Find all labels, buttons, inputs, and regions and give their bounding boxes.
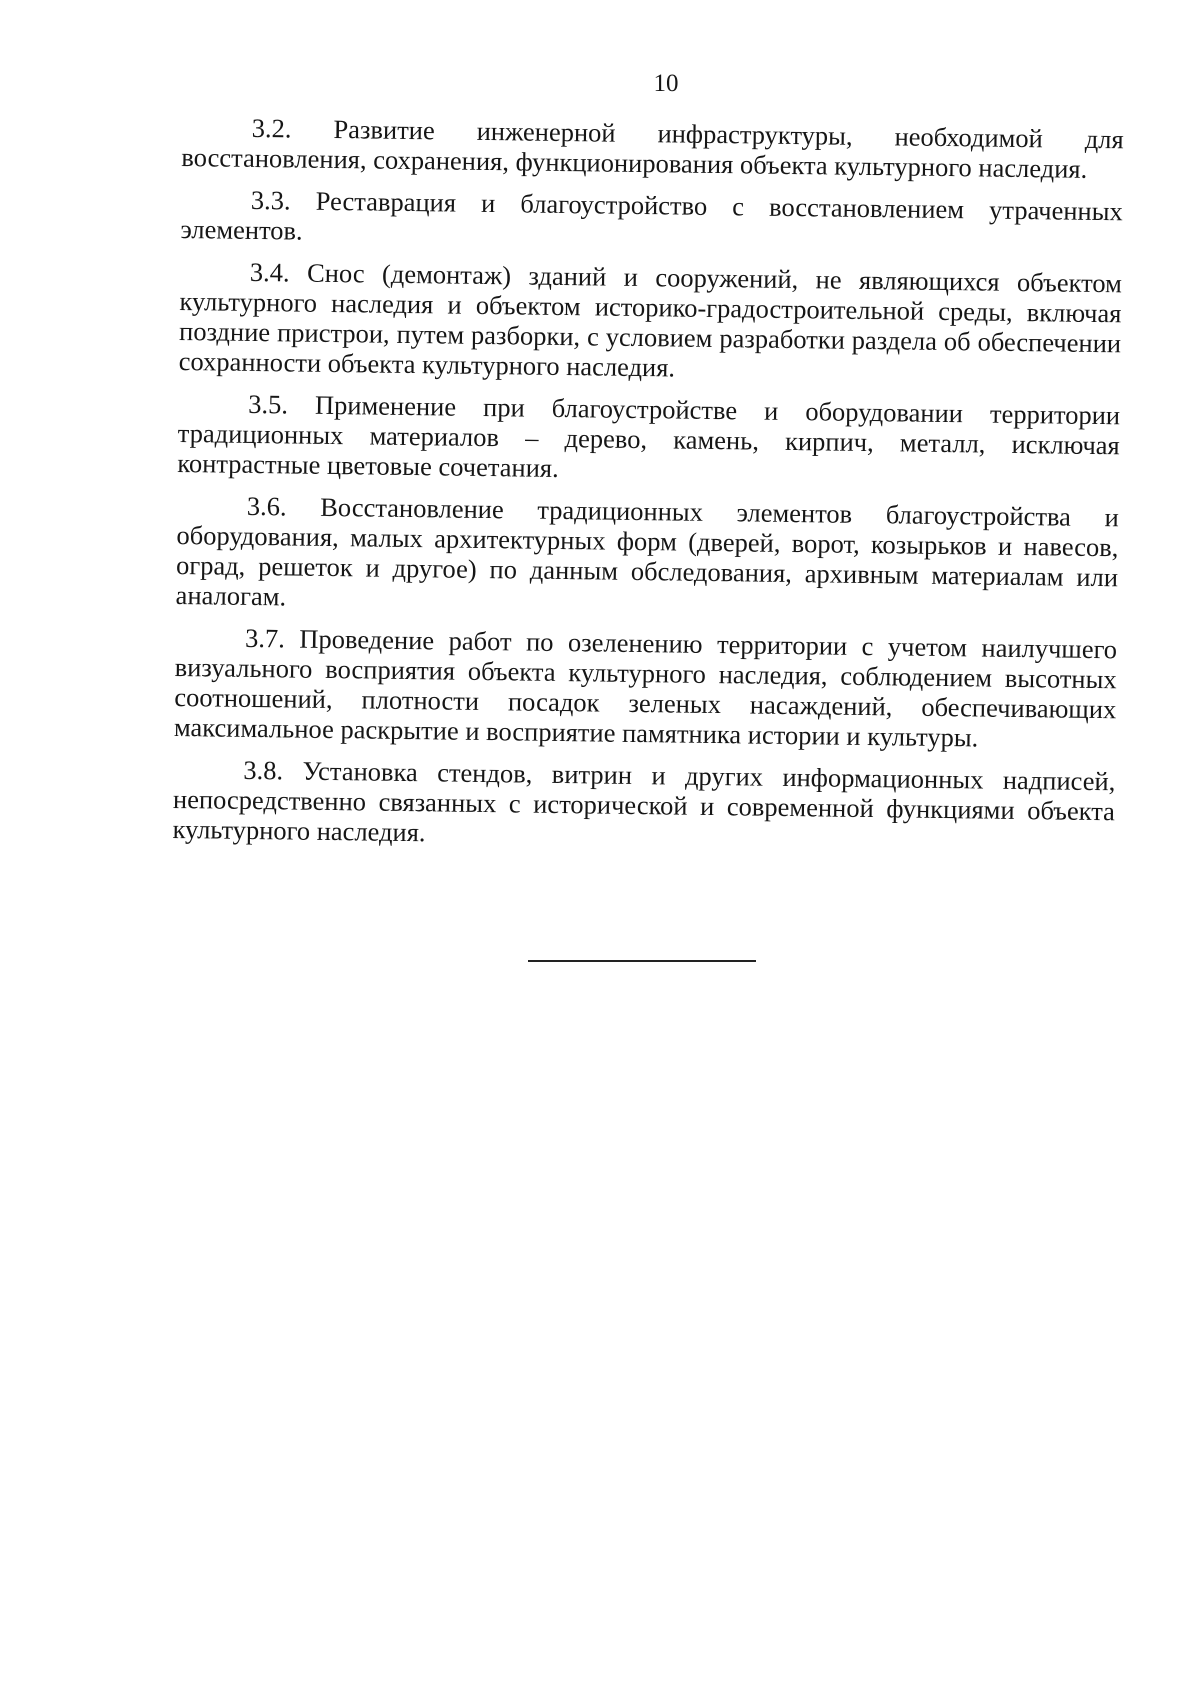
paragraph-3-8: 3.8. Установка стендов, витрин и других информационных надписей, непосредственно связанных с исторической и современной функциями объекта культурного наследия.: [172, 754, 1116, 848]
paragraph-3-6: 3.6. Восстановление традиционных элементов благоустройства и оборудования, малых архитектурных форм (дверей, ворот, козырьков и навесов, оград, решеток и другое) по данным обследования, архивным материалам или аналогам.: [175, 490, 1119, 612]
end-of-document-rule: [528, 960, 756, 962]
paragraph-3-3: 3.3. Реставрация и благоустройство с восстановлением утраченных элементов.: [180, 184, 1123, 246]
paragraph-3-7: 3.7. Проведение работ по озеленению территории с учетом наилучшего визуального восприятия объекта культурного наследия, соблюдением высотных соотношений, плотности посадок зеленых насаждений, обеспечивающих максимальное раскрытие и восприятие памятника истории и культуры.: [173, 622, 1118, 753]
paragraph-3-2: 3.2. Развитие инженерной инфраструктуры, необходимой для восстановления, сохранения, функционирования объекта культурного наследия.: [181, 112, 1124, 184]
page-number: 10: [653, 70, 679, 97]
paragraph-3-5: 3.5. Применение при благоустройстве и оборудовании территории традиционных материалов – дерево, камень, кирпич, металл, исключая контрастные цветовые сочетания.: [177, 388, 1121, 483]
paragraph-3-4: 3.4. Снос (демонтаж) зданий и сооружений, не являющихся объектом культурного наследия и объектом историко-градостроительной среды, включая поздние пристрои, путем разборки, с условием разработки раздела об обеспечении сохранности объекта культурного наследия.: [178, 256, 1123, 383]
document-body: [172, 112, 1124, 868]
